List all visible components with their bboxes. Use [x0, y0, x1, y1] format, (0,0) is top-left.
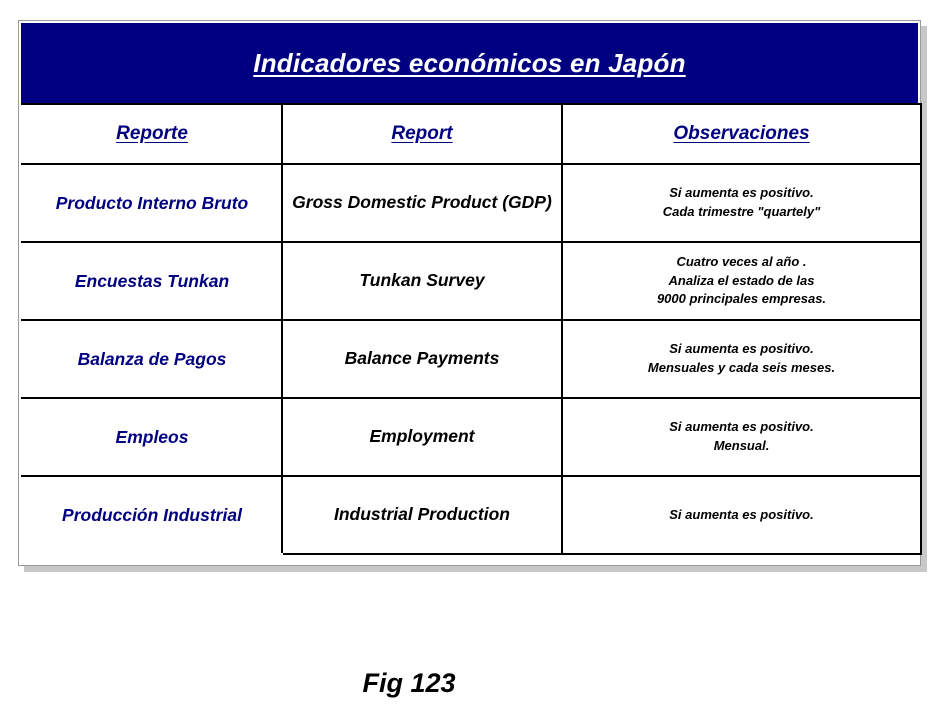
table-row [22, 164, 921, 242]
header-reporte: Reporte [22, 104, 282, 164]
observacion-line: Si aumenta es positivo. [669, 185, 814, 201]
indicators-table-sheet [18, 20, 921, 566]
header-observaciones: Observaciones [562, 104, 921, 164]
observacion-line: Mensual. [713, 438, 770, 453]
table-row [22, 320, 921, 398]
reporte-cell: Producto Interno Bruto [22, 164, 282, 242]
header-report: Report [282, 104, 562, 164]
observaciones-cell [562, 320, 921, 398]
observacion-line: Si aumenta es positivo. [669, 419, 814, 435]
report-cell: Employment [282, 398, 562, 476]
table-row [22, 476, 921, 554]
observacion-line: Cuatro veces al año . [676, 253, 807, 269]
observacion-line: 9000 principales empresas. [656, 291, 827, 307]
indicators-table [21, 103, 922, 555]
table-title: Indicadores económicos en Japón [253, 47, 686, 78]
title-bar [21, 23, 918, 103]
observacion-line: Si aumenta es positivo. [669, 341, 814, 357]
header-row [22, 104, 921, 164]
observaciones-cell [562, 164, 921, 242]
figure-caption: Fig 123 [362, 668, 456, 698]
observaciones-cell [562, 476, 921, 554]
table-row [22, 242, 921, 320]
observacion-line: Cada trimestre "quartely" [662, 204, 821, 219]
observaciones-cell [562, 398, 921, 476]
reporte-cell: Balanza de Pagos [22, 320, 282, 398]
reporte-cell: Producción Industrial [22, 476, 282, 554]
observaciones-cell [562, 242, 921, 320]
observacion-line: Si aumenta es positivo. [669, 506, 814, 522]
report-cell: Industrial Production [282, 476, 562, 554]
reporte-cell: Empleos [22, 398, 282, 476]
observacion-line: Mensuales y cada seis meses. [647, 360, 836, 375]
table-row [22, 398, 921, 476]
report-cell: Tunkan Survey [282, 242, 562, 320]
reporte-cell: Encuestas Tunkan [22, 242, 282, 320]
report-cell: Balance Payments [282, 320, 562, 398]
report-cell: Gross Domestic Product (GDP) [282, 164, 562, 242]
observacion-line: Analiza el estado de las [668, 272, 815, 288]
